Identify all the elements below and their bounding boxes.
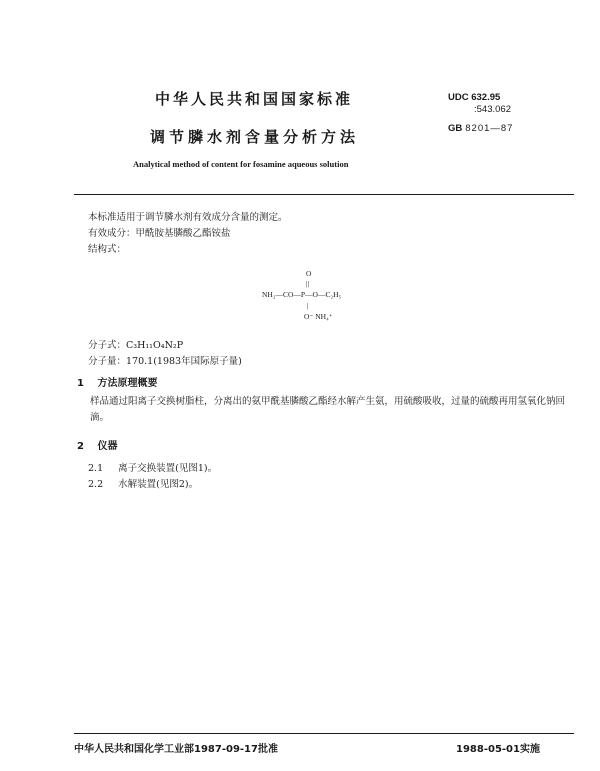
gb-code — [448, 123, 513, 134]
structure-label: 结构式： — [88, 244, 127, 255]
molecular-weight: 分子量：170.1(1983年国际原子量) — [88, 356, 242, 367]
item-2-1-number: 2.1 — [88, 463, 104, 474]
document-title: 调节膦水剂含量分析方法 — [150, 128, 360, 146]
formula-bottom-group: O⁻ NH₄⁺ — [304, 312, 333, 321]
section-1-text: 样品通过阳离子交换树脂柱，分离出的氨甲酰基膦酸乙酯经水解产生氨，用硫酸吸收，过量的硫酸再用氢氧化钠回滴。 — [90, 396, 566, 423]
section-2-title: 仪器 — [97, 441, 118, 452]
udc-code — [448, 92, 511, 116]
list-item — [88, 461, 217, 477]
gb-number: 8201—87 — [465, 123, 514, 134]
active-ingredient-text: 有效成分：甲酰胺基膦酸乙酯铵盐 — [88, 228, 231, 239]
molecular-formula: 分子式：C₃H₁₁O₄N₂P — [88, 340, 184, 351]
section-1-title: 方法原理概要 — [97, 378, 158, 389]
section-1-heading — [77, 374, 157, 389]
footer-divider — [74, 733, 574, 734]
section-2-heading — [77, 437, 117, 452]
item-2-2-text: 水解装置(见图2)。 — [118, 479, 199, 490]
item-2-2-number: 2.2 — [88, 479, 104, 490]
formula-top-oxygen: O — [306, 269, 312, 278]
section-1-number: 1 — [77, 378, 84, 389]
udc-line-1: UDC 632.95 — [448, 92, 501, 103]
header-divider — [74, 194, 574, 195]
gb-prefix: GB — [448, 123, 463, 134]
formula-main-chain: NH₂—CO—P—O—C₂H₅ — [262, 290, 342, 299]
item-2-1-text: 离子交换装置(见图1)。 — [118, 463, 218, 474]
formula-single-bond: | — [307, 301, 309, 310]
english-title: Analytical method of content for fosamine aqueous solution — [133, 159, 349, 169]
list-item — [88, 477, 198, 493]
approval-text: 中华人民共和国化学工业部1987-09-17批准 — [74, 744, 278, 755]
section-2-number: 2 — [77, 441, 84, 452]
standard-title: 中华人民共和国国家标准 — [155, 90, 354, 108]
implementation-date: 1988-05-01实施 — [456, 744, 540, 755]
udc-line-2: :543.062 — [474, 104, 511, 115]
scope-text: 本标准适用于调节膦水剂有效成分含量的测定。 — [88, 212, 288, 223]
formula-double-bond: || — [306, 279, 310, 288]
